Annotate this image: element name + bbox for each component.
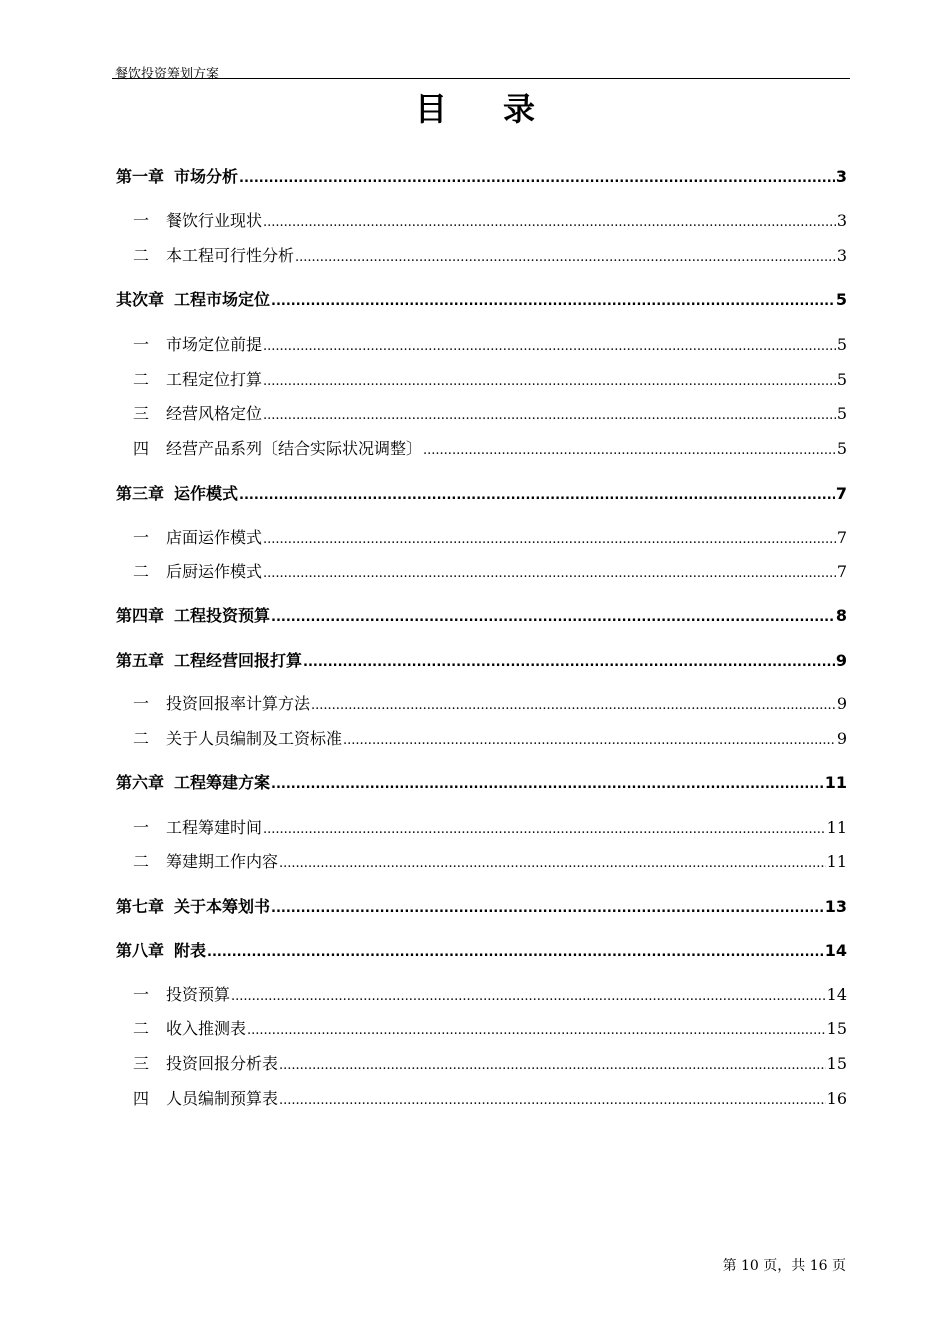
toc-section-entry[interactable] xyxy=(133,726,847,749)
toc-entry-page-number: 11 xyxy=(824,773,847,792)
toc-entry-page-number: 9 xyxy=(835,651,847,670)
toc-entry-title: 人员编制预算表 xyxy=(166,1089,279,1108)
toc-entry-title: 市场定位前提 xyxy=(166,335,263,354)
toc-entry-number: 第八章 xyxy=(116,941,165,960)
toc-entry-page-number: 11 xyxy=(826,818,847,837)
toc-entry-page-number: 7 xyxy=(836,528,847,547)
toc-chapter-entry[interactable] xyxy=(116,770,847,793)
toc-section-entry[interactable] xyxy=(133,849,847,872)
toc-dot-leader xyxy=(263,215,836,230)
toc-section-entry[interactable] xyxy=(133,332,847,355)
toc-dot-leader xyxy=(271,610,835,625)
toc-entry-title: 投资预算 xyxy=(166,985,231,1004)
toc-entry-page-number: 9 xyxy=(836,729,847,748)
toc-entry-page-number: 14 xyxy=(826,985,847,1004)
toc-entry-number: 一 xyxy=(133,335,150,354)
toc-entry-number: 第六章 xyxy=(116,773,165,792)
toc-entry-number: 第一章 xyxy=(116,167,165,186)
toc-dot-leader xyxy=(279,1058,826,1073)
toc-entry-title: 工程筹建时间 xyxy=(166,818,263,837)
toc-entry-page-number: 14 xyxy=(824,941,847,960)
toc-entry-page-number: 3 xyxy=(836,246,847,265)
toc-dot-leader xyxy=(295,250,836,265)
toc-entry-title: 工程定位打算 xyxy=(166,370,263,389)
toc-entry-number: 一 xyxy=(133,818,150,837)
page-footer: 第 10 页，共 16 页 xyxy=(722,1258,846,1274)
toc-section-entry[interactable] xyxy=(133,401,847,424)
toc-entry-page-number: 16 xyxy=(826,1089,847,1108)
toc-dot-leader xyxy=(239,171,835,186)
toc-entry-number: 一 xyxy=(133,985,150,1004)
toc-section-entry[interactable] xyxy=(133,243,847,266)
toc-entry-number: 四 xyxy=(133,439,150,458)
toc-entry-page-number: 8 xyxy=(835,606,847,625)
toc-entry-number: 二 xyxy=(133,562,150,581)
toc-dot-leader xyxy=(423,443,836,458)
toc-entry-title: 经营产品系列〔结合实际状况调整〕 xyxy=(166,439,423,458)
toc-section-entry[interactable] xyxy=(133,208,847,231)
toc-entry-title: 筹建期工作内容 xyxy=(166,852,279,871)
toc-entry-page-number: 15 xyxy=(826,1054,847,1073)
toc-entry-page-number: 9 xyxy=(836,694,847,713)
toc-dot-leader xyxy=(263,822,826,837)
toc-dot-leader xyxy=(263,374,836,389)
toc-section-entry[interactable] xyxy=(133,1016,847,1039)
toc-dot-leader xyxy=(303,655,835,670)
toc-entry-title: 店面运作模式 xyxy=(166,528,263,547)
toc-entry-page-number: 7 xyxy=(836,562,847,581)
toc-chapter-entry[interactable] xyxy=(116,603,847,626)
toc-entry-number: 一 xyxy=(133,211,150,230)
toc-entry-number: 第三章 xyxy=(116,484,165,503)
toc-dot-leader xyxy=(263,532,836,547)
toc-dot-leader xyxy=(271,901,824,916)
toc-entry-number: 一 xyxy=(133,694,150,713)
toc-entry-title: 工程投资预算 xyxy=(174,606,271,625)
toc-chapter-entry[interactable] xyxy=(116,164,847,187)
toc-dot-leader xyxy=(207,945,824,960)
toc-dot-leader xyxy=(247,1023,826,1038)
toc-dot-leader xyxy=(343,733,836,748)
toc-entry-page-number: 5 xyxy=(836,335,847,354)
toc-section-entry[interactable] xyxy=(133,982,847,1005)
toc-entry-title: 工程经营回报打算 xyxy=(174,651,303,670)
toc-entry-page-number: 5 xyxy=(836,370,847,389)
toc-entry-title: 关于本筹划书 xyxy=(174,897,271,916)
toc-entry-title: 投资回报分析表 xyxy=(166,1054,279,1073)
toc-entry-title: 后厨运作模式 xyxy=(166,562,263,581)
toc-chapter-entry[interactable] xyxy=(116,648,847,671)
toc-entry-title: 本工程可行性分析 xyxy=(166,246,295,265)
toc-section-entry[interactable] xyxy=(133,691,847,714)
toc-entry-page-number: 7 xyxy=(835,484,847,503)
toc-entry-number: 三 xyxy=(133,1054,150,1073)
toc-entry-number: 二 xyxy=(133,246,150,265)
toc-section-entry[interactable] xyxy=(133,559,847,582)
toc-entry-title: 餐饮行业现状 xyxy=(166,211,263,230)
toc-title: 目录 xyxy=(414,90,591,128)
toc-dot-leader xyxy=(279,1093,826,1108)
toc-entry-number: 第五章 xyxy=(116,651,165,670)
toc-entry-page-number: 3 xyxy=(835,167,847,186)
toc-section-entry[interactable] xyxy=(133,1086,847,1109)
toc-section-entry[interactable] xyxy=(133,1051,847,1074)
toc-dot-leader xyxy=(271,294,835,309)
toc-entry-page-number: 11 xyxy=(826,852,847,871)
toc-entry-number: 二 xyxy=(133,370,150,389)
toc-entry-title: 经营风格定位 xyxy=(166,404,263,423)
toc-entry-number: 二 xyxy=(133,1019,150,1038)
toc-entry-number: 二 xyxy=(133,729,150,748)
toc-entry-number: 二 xyxy=(133,852,150,871)
header-rule xyxy=(112,78,850,79)
toc-entry-page-number: 15 xyxy=(826,1019,847,1038)
toc-section-entry[interactable] xyxy=(133,367,847,390)
toc-dot-leader xyxy=(279,856,826,871)
toc-entry-number: 第四章 xyxy=(116,606,165,625)
toc-entry-page-number: 3 xyxy=(836,211,847,230)
toc-dot-leader xyxy=(311,698,836,713)
toc-dot-leader xyxy=(271,777,824,792)
toc-entry-page-number: 5 xyxy=(836,439,847,458)
toc-entry-number: 四 xyxy=(133,1089,150,1108)
toc-entry-title: 工程市场定位 xyxy=(174,290,271,309)
toc-chapter-entry[interactable] xyxy=(116,287,847,310)
toc-dot-leader xyxy=(263,408,836,423)
toc-entry-number: 三 xyxy=(133,404,150,423)
toc-entry-title: 收入推测表 xyxy=(166,1019,247,1038)
toc-section-entry[interactable] xyxy=(133,525,847,548)
toc-entry-title: 关于人员编制及工资标准 xyxy=(166,729,343,748)
toc-entry-title: 市场分析 xyxy=(174,167,239,186)
toc-dot-leader xyxy=(239,488,835,503)
toc-chapter-entry[interactable] xyxy=(116,938,847,961)
toc-chapter-entry[interactable] xyxy=(116,894,847,917)
toc-entry-title: 工程筹建方案 xyxy=(174,773,271,792)
toc-entry-title: 附表 xyxy=(174,941,207,960)
toc-section-entry[interactable] xyxy=(133,815,847,838)
toc-entry-number: 其次章 xyxy=(116,290,165,309)
toc-chapter-entry[interactable] xyxy=(116,481,847,504)
toc-dot-leader xyxy=(263,566,836,581)
toc-entry-title: 投资回报率计算方法 xyxy=(166,694,311,713)
toc-entry-number: 第七章 xyxy=(116,897,165,916)
toc-section-entry[interactable] xyxy=(133,436,847,459)
toc-dot-leader xyxy=(231,989,826,1004)
toc-entry-title: 运作模式 xyxy=(174,484,239,503)
toc-entry-page-number: 13 xyxy=(824,897,847,916)
toc-entry-page-number: 5 xyxy=(836,404,847,423)
toc-entry-number: 一 xyxy=(133,528,150,547)
toc-dot-leader xyxy=(263,339,836,354)
running-header: 餐饮投资筹划方案 xyxy=(115,67,220,82)
toc-entry-page-number: 5 xyxy=(835,290,847,309)
